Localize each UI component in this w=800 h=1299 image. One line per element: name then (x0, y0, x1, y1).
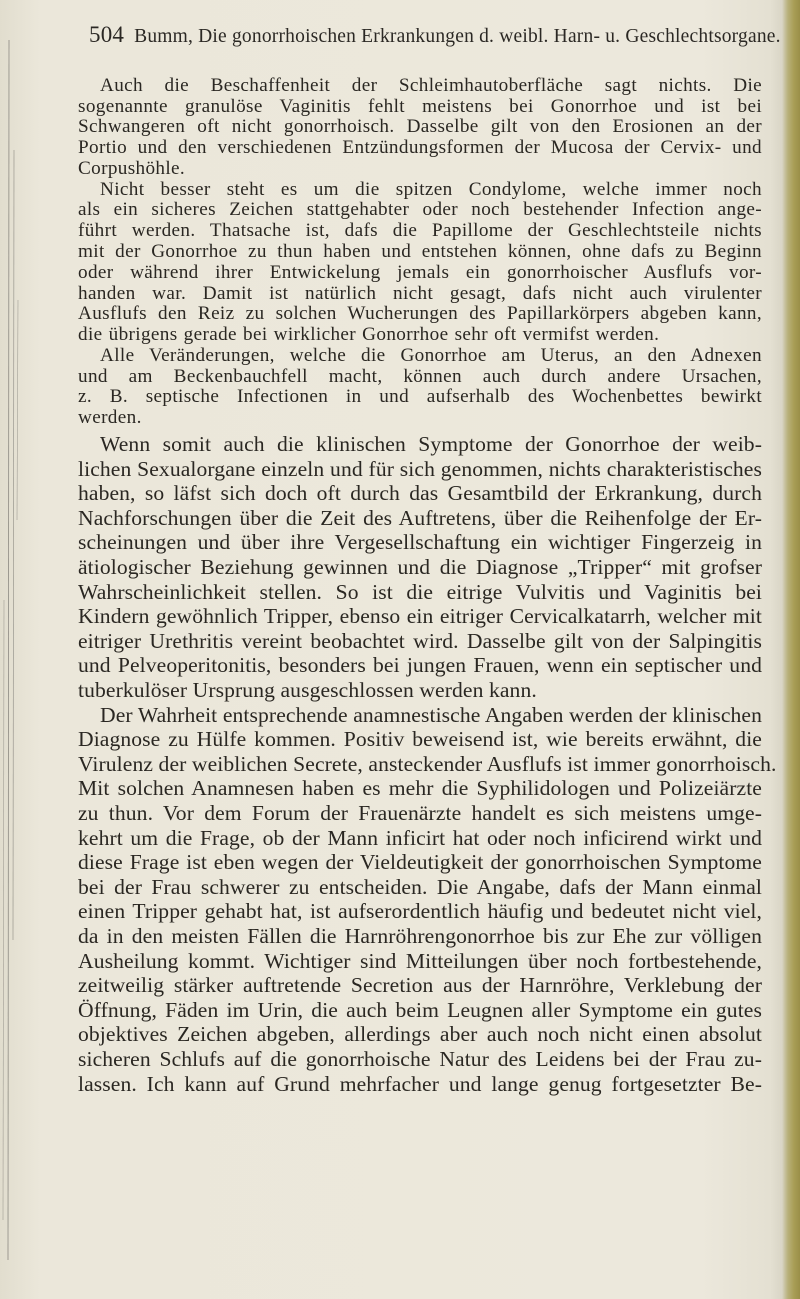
binding-edge (0, 0, 40, 1299)
text-line: da in den meisten Fällen die Harnröhrengonorrhoe bis zur Ehe zur völligen (78, 923, 762, 948)
text-line: sogenannte granulöse Vaginitis fehlt meistens bei Gonorrhoe und ist bei (78, 95, 762, 117)
text-line: sicheren Schlufs auf die gonorrhoische Natur des Leidens bei der Frau zu- (78, 1046, 762, 1071)
paragraph (78, 346, 762, 429)
text-line: Nicht besser steht es um die spitzen Condylome, welche immer noch (100, 178, 762, 200)
text-line: mit der Gonorrhoe zu thun haben und entstehen können, ohne dafs zu Beginn (78, 240, 762, 262)
paragraph (78, 76, 762, 180)
page-number: 504 (89, 22, 125, 47)
text-line: ätiologischer Beziehung gewinnen und die Diagnose „Tripper“ mit grofser (78, 555, 762, 580)
running-title: Bumm, Die gonorrhoischen Erkrankungen d. weibl. Harn- u. Geschlechtsorgane. (134, 26, 781, 47)
text-line: zeitweilig stärker auftretende Secretion aus der Harnröhre, Verklebung der (78, 973, 762, 998)
text-line: Nachforschungen über die Zeit des Auftretens, über die Reihenfolge der Er- (78, 505, 762, 530)
text-line: oder während ihrer Entwickelung jemals ein gonorrhoischer Ausflufs vor- (78, 261, 762, 283)
text-line: und Pelveoperitonitis, besonders bei jungen Frauen, wenn ein septischer und (78, 653, 762, 678)
text-line: Virulenz der weiblichen Secrete, ansteckender Ausflufs ist immer gonorrhoisch. (78, 751, 777, 776)
text-line: Auch die Beschaffenheit der Schleimhautoberfläche sagt nichts. Die (100, 75, 762, 96)
text-line: Wahrscheinlichkeit stellen. So ist die eitrige Vulvitis und Vaginitis bei (78, 579, 762, 604)
text-line: Schwangeren oft nicht gonorrhoisch. Dasselbe gilt von den Erosionen an der (78, 116, 762, 138)
text-line: einen Tripper gehabt hat, ist aufserordentlich häufig und bedeutet nicht viel, (78, 899, 762, 924)
text-line: lichen Sexualorgane einzeln und für sich genommen, nichts charakteristisches (78, 456, 762, 481)
paragraph (78, 432, 762, 703)
text-line: werden. (78, 407, 142, 429)
text-line: tuberkulöser Ursprung ausgeschlossen werden kann. (78, 678, 537, 703)
text-line: die übrigens gerade bei wirklicher Gonorrhoe sehr oft vermifst werden. (78, 324, 660, 346)
text-line: Kindern gewöhnlich Tripper, ebenso ein eitriger Cervicalkatarrh, welcher mit (78, 604, 762, 629)
paragraph (78, 702, 777, 1097)
text-line: Diagnose zu Hülfe kommen. Positiv beweisend ist, wie bereits erwähnt, die (78, 727, 762, 752)
text-line: und am Beckenbauchfell macht, können auch durch andere Ursachen, (78, 365, 762, 387)
body-text (78, 75, 777, 1096)
text-line: Mit solchen Anamnesen haben es mehr die Syphilidologen und Polizeiärzte (78, 776, 762, 801)
page-edge-shadow (782, 0, 800, 1299)
text-line: Der Wahrheit entsprechende anamnestische Angaben werden der klinischen (100, 702, 762, 727)
text-line: Ausheilung kommt. Wichtiger sind Mitteilungen über noch fortbestehende, (78, 948, 762, 973)
text-line: Corpushöhle. (78, 157, 186, 179)
text-line: scheinungen und über ihre Vergesellschaftung ein wichtiger Fingerzeig in (78, 530, 762, 555)
text-line: objektives Zeichen abgeben, allerdings aber auch noch nicht einen absolut (78, 1022, 762, 1047)
text-line: handen war. Damit ist natürlich nicht gesagt, dafs nicht auch virulenter (78, 282, 762, 304)
text-line: Ausflufs den Reiz zu solchen Wucherungen des Papillarkörpers abgeben kann, (78, 303, 762, 325)
text-line: Portio und den verschiedenen Entzündungsformen der Mucosa der Cervix- und (78, 137, 762, 159)
text-line: bei der Frau schwerer zu entscheiden. Die Angabe, dafs der Mann einmal (78, 874, 762, 899)
text-line: lassen. Ich kann auf Grund mehrfacher und lange genug fortgesetzter Be- (78, 1071, 762, 1096)
text-line: Alle Veränderungen, welche die Gonorrhoe am Uterus, an den Adnexen (100, 344, 762, 366)
text-line: zu thun. Vor dem Forum der Frauenärzte handelt es sich meistens umge- (78, 800, 762, 825)
text-line: Öffnung, Fäden im Urin, die auch beim Leugnen aller Symptome ein gutes (78, 997, 762, 1022)
running-header (89, 22, 789, 48)
text-line: führt werden. Thatsache ist, dafs die Papillome der Geschlechtsteile nichts (78, 220, 762, 242)
text-line: als ein sicheres Zeichen stattgehabter oder noch bestehender Infection ange- (78, 199, 762, 221)
text-line: z. B. septische Infectionen in und aufserhalb des Wochenbettes bewirkt (78, 386, 762, 408)
text-line: haben, so läfst sich doch oft durch das Gesamtbild der Erkrankung, durch (78, 481, 762, 506)
paragraph (78, 180, 762, 346)
text-line: diese Frage ist eben wegen der Vieldeutigkeit der gonorrhoischen Symptome (78, 850, 762, 875)
text-line: kehrt um die Frage, ob der Mann inficirt hat oder noch inficirend wirkt und (78, 825, 762, 850)
text-line: Wenn somit auch die klinischen Symptome der Gonorrhoe der weib- (100, 432, 762, 457)
text-line: eitriger Urethritis vereint beobachtet wird. Dasselbe gilt von der Salpingitis (78, 628, 762, 653)
